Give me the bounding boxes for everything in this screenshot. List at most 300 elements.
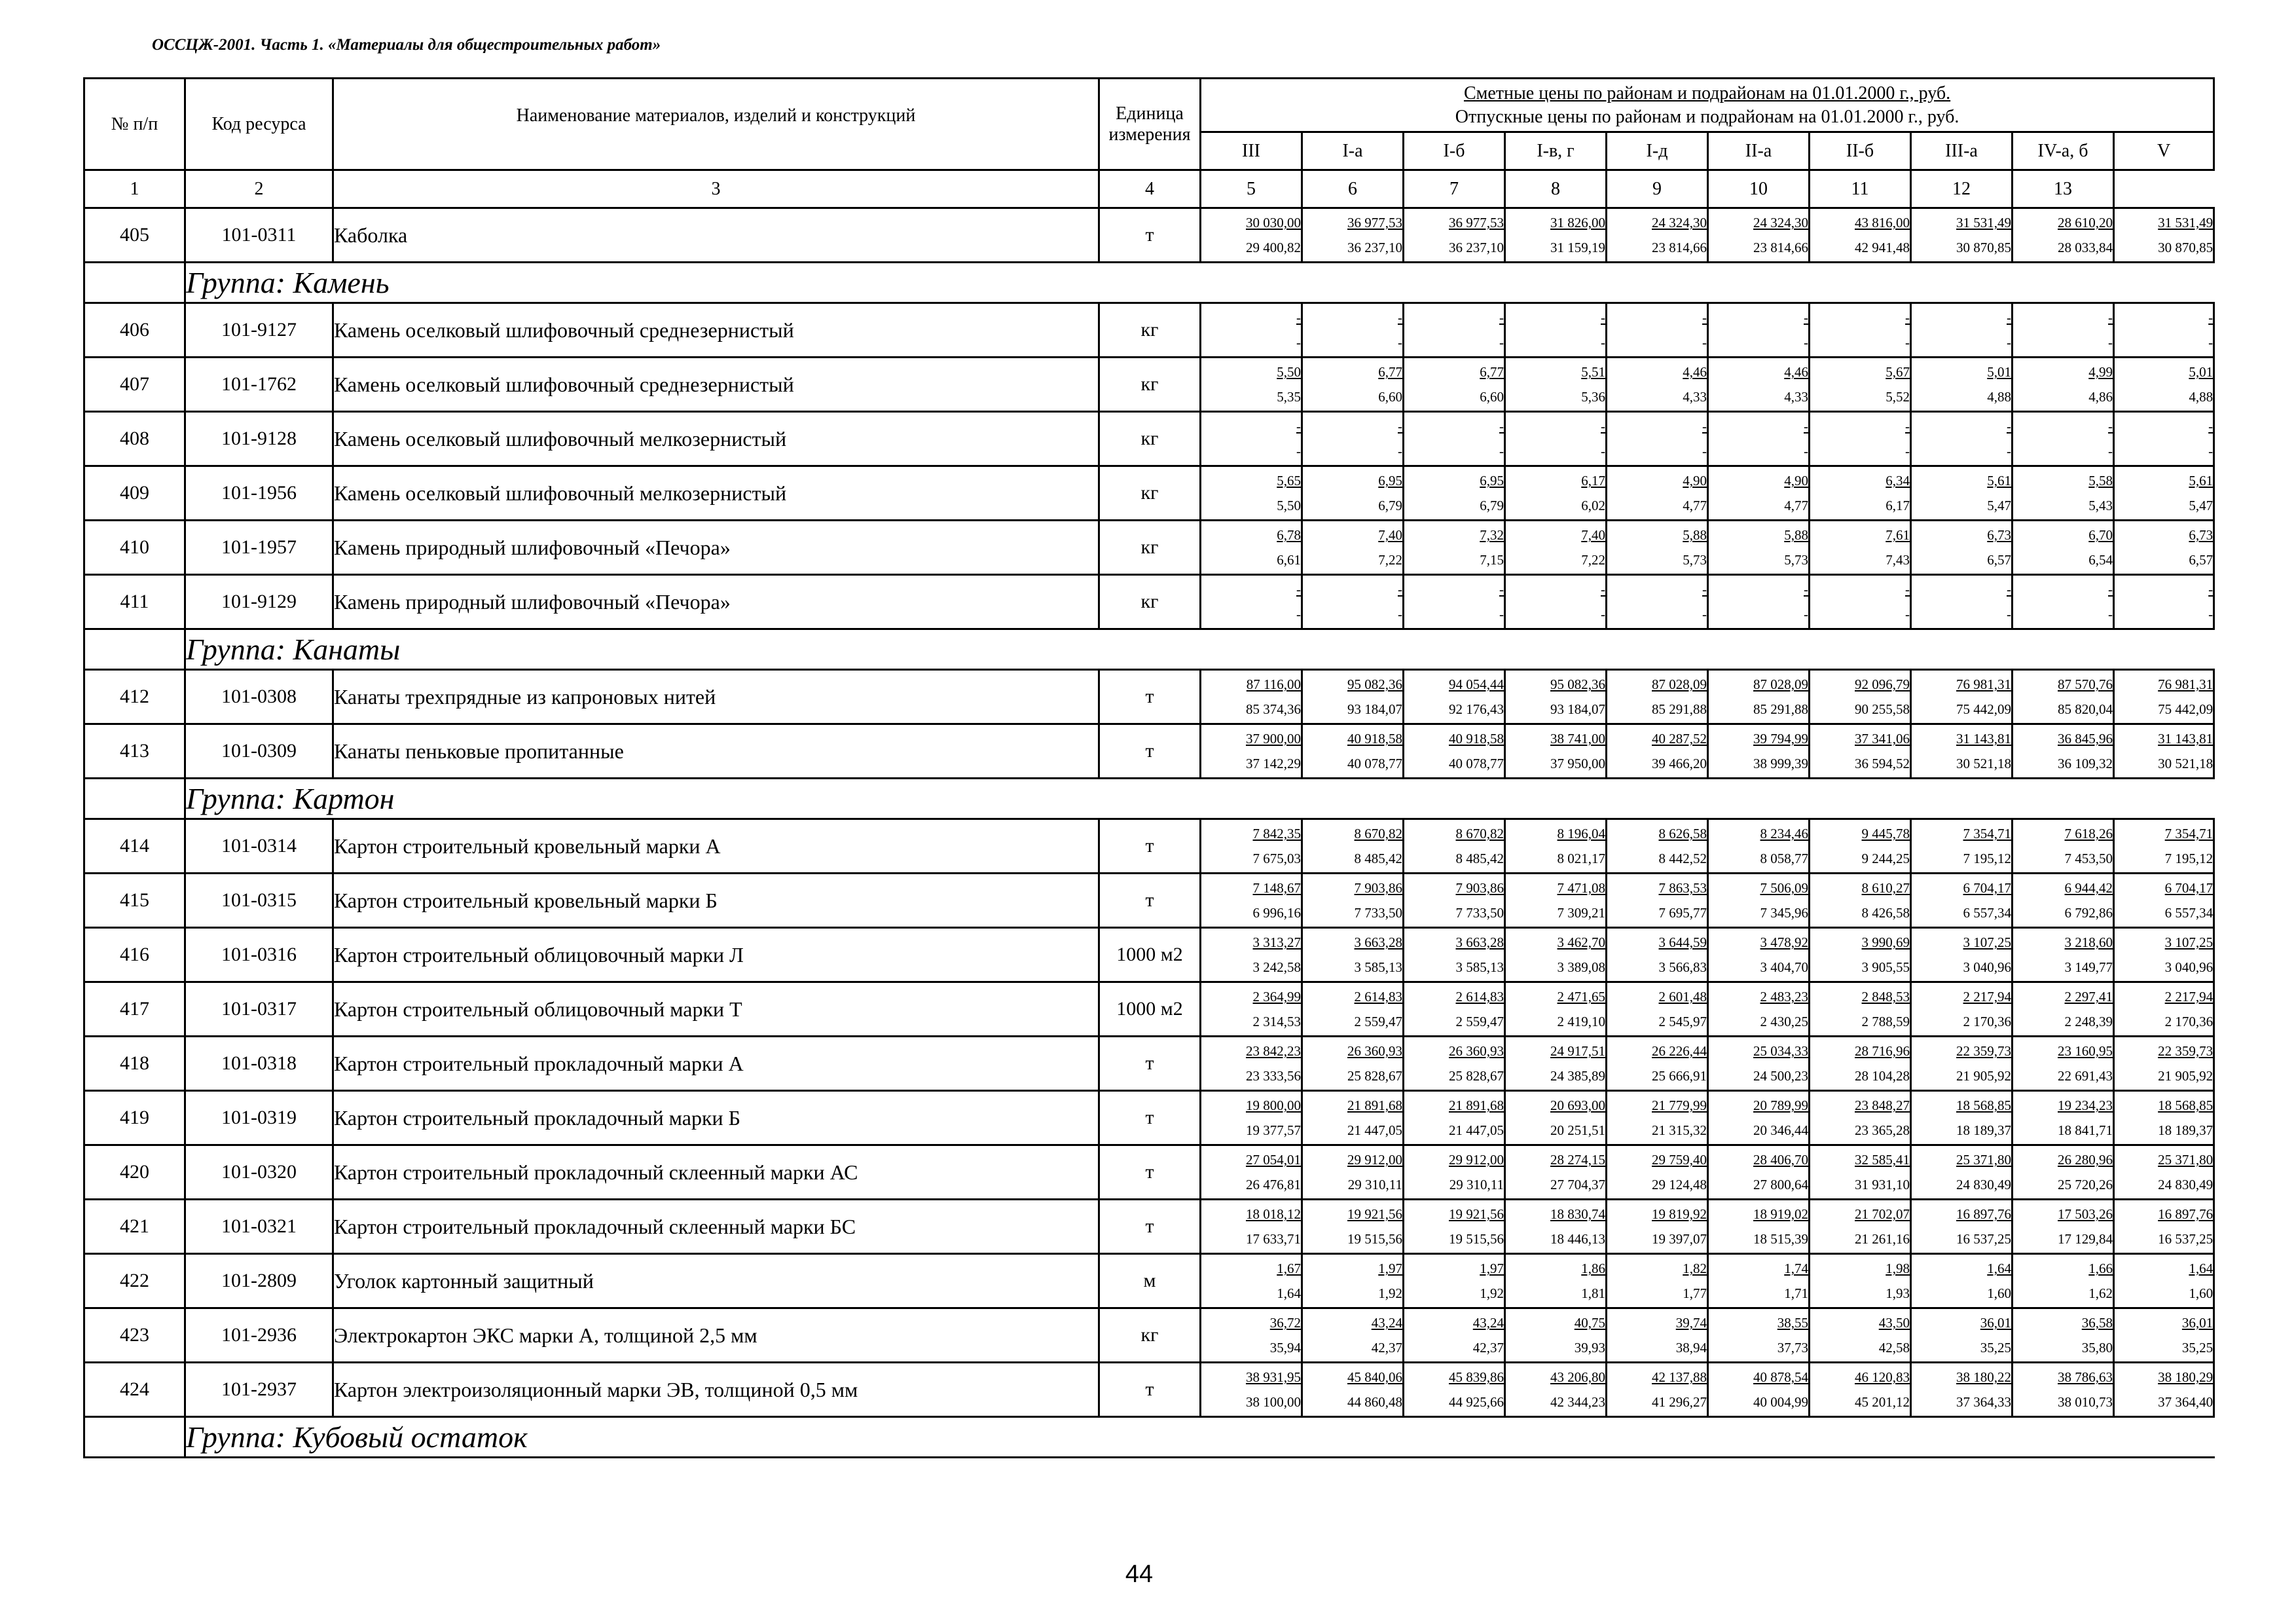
estimated-price: -	[1601, 581, 1605, 597]
resource-code: 101-0318	[185, 1037, 333, 1091]
estimated-price: 5,51	[1581, 364, 1605, 380]
estimated-price: 32 585,41	[1855, 1152, 1910, 1168]
estimated-price: 76 981,31	[2158, 676, 2214, 692]
price-cell	[1201, 819, 1302, 874]
estimated-price: 42 137,88	[1652, 1369, 1707, 1385]
resource-code: 101-1957	[185, 521, 333, 575]
wholesale-price: 16 537,25	[1956, 1231, 2011, 1247]
estimated-price: 46 120,83	[1855, 1369, 1910, 1385]
wholesale-price: -	[1804, 443, 1808, 459]
wholesale-price: 3 585,13	[1455, 959, 1504, 975]
price-cell	[1201, 928, 1302, 982]
estimated-price: 28 406,70	[1753, 1152, 1808, 1168]
wholesale-price: 40 004,99	[1753, 1394, 1808, 1410]
estimated-price: 7 863,53	[1658, 880, 1707, 896]
wholesale-price: 1,93	[1886, 1285, 1910, 1301]
wholesale-price: 75 442,09	[1956, 701, 2011, 717]
price-cell	[1404, 208, 1505, 263]
wholesale-price: -	[2208, 606, 2214, 622]
wholesale-price: 2 248,39	[2064, 1014, 2113, 1029]
estimated-price: 20 693,00	[1550, 1098, 1605, 1113]
price-cell	[2013, 1037, 2114, 1091]
unit-of-measure: кг	[1099, 575, 1201, 629]
table-row	[84, 670, 2214, 724]
table-row	[84, 1200, 2214, 1254]
estimated-price: -	[1398, 418, 1402, 434]
estimated-price: 87 570,76	[2058, 676, 2113, 692]
unit-of-measure: кг	[1099, 303, 1201, 358]
wholesale-price: 40 078,77	[1347, 756, 1402, 771]
item-number: 415	[84, 874, 185, 928]
price-cell	[2114, 412, 2214, 466]
wholesale-price: 38 999,39	[1753, 756, 1808, 771]
price-cell	[2013, 874, 2114, 928]
price-cell	[1708, 358, 1810, 412]
wholesale-price: 1,60	[1987, 1285, 2011, 1301]
wholesale-price: 6,02	[1581, 498, 1605, 513]
wholesale-price: 30 870,85	[2158, 240, 2214, 255]
resource-code: 101-0314	[185, 819, 333, 874]
item-name: Камень оселковый шлифовочный мелкозернистый	[333, 412, 1099, 466]
estimated-price: 7 354,71	[1963, 826, 2011, 841]
estimated-price: 40 918,58	[1347, 731, 1402, 747]
item-number: 412	[84, 670, 185, 724]
price-cell	[1505, 575, 1607, 629]
price-cell	[2013, 819, 2114, 874]
col-header-name: Наименование материалов, изделий и конструкций	[333, 79, 1099, 170]
wholesale-price: 3 040,96	[1963, 959, 2011, 975]
wholesale-price: 21 905,92	[1956, 1068, 2011, 1084]
price-cell	[1911, 575, 2013, 629]
wholesale-price: 19 377,57	[1246, 1122, 1301, 1138]
price-cell	[1810, 466, 1911, 521]
wholesale-price: -	[1296, 443, 1301, 459]
wholesale-price: 6,54	[2088, 552, 2113, 568]
item-number: 408	[84, 412, 185, 466]
estimated-price: 17 503,26	[2058, 1206, 2113, 1222]
wholesale-price: 21 315,32	[1652, 1122, 1707, 1138]
price-cell	[1911, 1363, 2013, 1417]
price-cell	[1201, 303, 1302, 358]
wholesale-price: 7 733,50	[1455, 905, 1504, 921]
price-cell	[2013, 982, 2114, 1037]
estimated-price: 8 670,82	[1455, 826, 1504, 841]
price-cell	[2013, 1254, 2114, 1308]
wholesale-price: 36 237,10	[1449, 240, 1504, 255]
price-cell	[1708, 1145, 1810, 1200]
estimated-price: 22 359,73	[2158, 1043, 2214, 1059]
estimated-price: 19 819,92	[1652, 1206, 1707, 1222]
wholesale-price: 4,33	[1784, 389, 1808, 405]
wholesale-price: 2 788,59	[1861, 1014, 1910, 1029]
wholesale-price: 42 941,48	[1855, 240, 1910, 255]
estimated-price: 38 786,63	[2058, 1369, 2113, 1385]
price-cell	[1505, 724, 1607, 779]
estimated-price: 40 287,52	[1652, 731, 1707, 747]
wholesale-price: 7 695,77	[1658, 905, 1707, 921]
group-title: Группа: Камень	[185, 263, 2214, 303]
price-cell	[1302, 412, 1404, 466]
wholesale-price: 19 515,56	[1347, 1231, 1402, 1247]
price-cell	[2114, 1200, 2214, 1254]
price-cell	[1607, 928, 1708, 982]
price-cell	[2114, 575, 2214, 629]
price-cell	[1302, 1145, 1404, 1200]
item-number: 418	[84, 1037, 185, 1091]
region-header: II-б	[1810, 132, 1911, 170]
estimated-price: 36 845,96	[2058, 731, 2113, 747]
estimated-price: -	[1296, 581, 1301, 597]
wholesale-price: 3 566,83	[1658, 959, 1707, 975]
table-row	[84, 466, 2214, 521]
price-cell	[1708, 575, 1810, 629]
wholesale-price: 7,22	[1581, 552, 1605, 568]
estimated-price: 37 900,00	[1246, 731, 1301, 747]
estimated-price: 5,61	[2189, 473, 2214, 489]
price-cell	[2013, 1200, 2114, 1254]
wholesale-price: -	[1804, 606, 1808, 622]
price-cell	[1302, 1200, 1404, 1254]
estimated-price: 2 217,94	[2164, 989, 2214, 1005]
price-cell	[1201, 874, 1302, 928]
estimated-price: 8 234,46	[1760, 826, 1808, 841]
estimated-price: 26 280,96	[2058, 1152, 2113, 1168]
col-header-unit: Единица измерения	[1099, 79, 1201, 170]
price-cell	[1505, 412, 1607, 466]
resource-code: 101-0321	[185, 1200, 333, 1254]
wholesale-price: 36 237,10	[1347, 240, 1402, 255]
price-cell	[1708, 466, 1810, 521]
column-number: 13	[2013, 170, 2114, 208]
price-cell	[1607, 412, 1708, 466]
wholesale-price: 1,77	[1683, 1285, 1707, 1301]
wholesale-price: 23 814,66	[1753, 240, 1808, 255]
item-name: Камень оселковый шлифовочный среднезернистый	[333, 303, 1099, 358]
price-cell	[1607, 208, 1708, 263]
price-cell	[1810, 208, 1911, 263]
item-name: Камень природный шлифовочный «Печора»	[333, 575, 1099, 629]
wholesale-price: 1,71	[1784, 1285, 1808, 1301]
price-cell	[2114, 1363, 2214, 1417]
price-cell	[1810, 724, 1911, 779]
price-cell	[2013, 412, 2114, 466]
wholesale-price: 6 792,86	[2064, 905, 2113, 921]
wholesale-price: 37,73	[1777, 1340, 1808, 1356]
price-cell	[1302, 819, 1404, 874]
estimated-price: 7,32	[1480, 527, 1504, 543]
price-cell	[1302, 724, 1404, 779]
estimated-price: 38 180,22	[1956, 1369, 2011, 1385]
prices-caption-wholesale: Отпускные цены по районам и подрайонам на 01.01.2000 г., руб.	[1455, 106, 1959, 127]
price-cell	[2114, 1037, 2214, 1091]
estimated-price: 45 839,86	[1449, 1369, 1504, 1385]
wholesale-price: -	[1702, 335, 1707, 350]
estimated-price: 43,50	[1878, 1315, 1910, 1331]
table-row	[84, 819, 2214, 874]
estimated-price: 1,74	[1784, 1261, 1808, 1276]
estimated-price: 18 018,12	[1246, 1206, 1301, 1222]
price-cell	[1607, 724, 1708, 779]
estimated-price: 1,98	[1886, 1261, 1910, 1276]
price-cell	[2013, 466, 2114, 521]
region-header: I-б	[1404, 132, 1505, 170]
estimated-price: 31 143,81	[2158, 731, 2214, 747]
price-cell	[1404, 1145, 1505, 1200]
group-row	[84, 779, 2214, 819]
estimated-price: 4,46	[1784, 364, 1808, 380]
price-cell	[1505, 1200, 1607, 1254]
wholesale-price: 23 365,28	[1855, 1122, 1910, 1138]
resource-code: 101-0315	[185, 874, 333, 928]
wholesale-price: 20 346,44	[1753, 1122, 1808, 1138]
item-name: Картон строительный прокладочный склеенный марки АС	[333, 1145, 1099, 1200]
wholesale-price: 44 925,66	[1449, 1394, 1504, 1410]
price-cell	[1505, 1091, 1607, 1145]
item-name: Картон строительный облицовочный марки Т	[333, 982, 1099, 1037]
region-header: I-в, г	[1505, 132, 1607, 170]
wholesale-price: 6,57	[2189, 552, 2214, 568]
estimated-price: 36,58	[2081, 1315, 2113, 1331]
price-cell	[2013, 208, 2114, 263]
price-cell	[2013, 521, 2114, 575]
wholesale-price: 3 389,08	[1557, 959, 1605, 975]
estimated-price: 6,95	[1480, 473, 1504, 489]
estimated-price: 76 981,31	[1956, 676, 2011, 692]
wholesale-price: -	[2108, 606, 2113, 622]
wholesale-price: 18 515,39	[1753, 1231, 1808, 1247]
price-cell	[1404, 358, 1505, 412]
estimated-price: 2 297,41	[2064, 989, 2113, 1005]
estimated-price: -	[1499, 310, 1504, 325]
price-cell	[1911, 521, 2013, 575]
price-cell	[1708, 670, 1810, 724]
price-cell	[2114, 208, 2214, 263]
price-cell	[2013, 724, 2114, 779]
resource-code: 101-2809	[185, 1254, 333, 1308]
wholesale-price: -	[2108, 335, 2113, 350]
wholesale-price: 9 244,25	[1861, 851, 1910, 866]
estimated-price: 1,67	[1277, 1261, 1301, 1276]
item-number: 410	[84, 521, 185, 575]
estimated-price: 16 897,76	[2158, 1206, 2214, 1222]
estimated-price: -	[2007, 418, 2011, 434]
item-name: Камень оселковый шлифовочный среднезернистый	[333, 358, 1099, 412]
estimated-price: 2 364,99	[1252, 989, 1301, 1005]
item-number: 411	[84, 575, 185, 629]
wholesale-price: 90 255,58	[1855, 701, 1910, 717]
resource-code: 101-9128	[185, 412, 333, 466]
price-cell	[1505, 1363, 1607, 1417]
column-number: 9	[1607, 170, 1708, 208]
price-cell	[2013, 358, 2114, 412]
estimated-price: 7,40	[1378, 527, 1402, 543]
estimated-price: 38,55	[1777, 1315, 1808, 1331]
price-cell	[1708, 1363, 1810, 1417]
price-cell	[1810, 303, 1911, 358]
wholesale-price: 18 841,71	[2058, 1122, 2113, 1138]
estimated-price: -	[1499, 418, 1504, 434]
item-name: Камень оселковый шлифовочный мелкозернистый	[333, 466, 1099, 521]
price-cell	[1404, 670, 1505, 724]
table-row	[84, 1308, 2214, 1363]
price-cell	[1302, 303, 1404, 358]
wholesale-price: 28 033,84	[2058, 240, 2113, 255]
estimated-price: 5,88	[1784, 527, 1808, 543]
estimated-price: -	[2108, 418, 2113, 434]
estimated-price: 31 531,49	[2158, 215, 2214, 231]
table-row	[84, 303, 2214, 358]
wholesale-price: 21 447,05	[1449, 1122, 1504, 1138]
estimated-price: 40 878,54	[1753, 1369, 1808, 1385]
estimated-price: 40,75	[1574, 1315, 1605, 1331]
wholesale-price: -	[1398, 606, 1402, 622]
estimated-price: 87 028,09	[1652, 676, 1707, 692]
price-cell	[1607, 466, 1708, 521]
wholesale-price: 6,61	[1277, 552, 1301, 568]
estimated-price: 30 030,00	[1246, 215, 1301, 231]
price-cell	[1302, 466, 1404, 521]
estimated-price: 5,01	[2189, 364, 2214, 380]
wholesale-price: -	[1296, 606, 1301, 622]
wholesale-price: 19 515,56	[1449, 1231, 1504, 1247]
price-cell	[1505, 358, 1607, 412]
resource-code: 101-2936	[185, 1308, 333, 1363]
price-cell	[1505, 928, 1607, 982]
item-name: Картон строительный прокладочный марки Б	[333, 1091, 1099, 1145]
estimated-price: 1,66	[2088, 1261, 2113, 1276]
estimated-price: 38 741,00	[1550, 731, 1605, 747]
wholesale-price: 7,22	[1378, 552, 1402, 568]
wholesale-price: 6,17	[1886, 498, 1910, 513]
col-header-prices	[1201, 79, 2214, 132]
estimated-price: 3 478,92	[1760, 934, 1808, 950]
wholesale-price: 29 400,82	[1246, 240, 1301, 255]
estimated-price: 29 912,00	[1449, 1152, 1504, 1168]
price-cell	[1607, 575, 1708, 629]
estimated-price: 19 921,56	[1347, 1206, 1402, 1222]
price-cell	[2114, 874, 2214, 928]
price-cell	[1404, 412, 1505, 466]
price-cell	[1302, 1091, 1404, 1145]
wholesale-price: 75 442,09	[2158, 701, 2214, 717]
price-cell	[1911, 724, 2013, 779]
wholesale-price: 8 058,77	[1760, 851, 1808, 866]
estimated-price: 6,34	[1886, 473, 1910, 489]
wholesale-price: 6,57	[1987, 552, 2011, 568]
price-cell	[1302, 1308, 1404, 1363]
price-cell	[1911, 208, 2013, 263]
wholesale-price: 28 104,28	[1855, 1068, 1910, 1084]
estimated-price: -	[2208, 581, 2214, 597]
estimated-price: 2 483,23	[1760, 989, 1808, 1005]
resource-code: 101-2937	[185, 1363, 333, 1417]
price-cell	[1302, 928, 1404, 982]
wholesale-price: 5,52	[1886, 389, 1910, 405]
estimated-price: -	[1702, 310, 1707, 325]
estimated-price: 5,58	[2088, 473, 2113, 489]
wholesale-price: -	[1398, 443, 1402, 459]
price-cell	[1607, 1363, 1708, 1417]
wholesale-price: 1,81	[1581, 1285, 1605, 1301]
wholesale-price: 25 828,67	[1449, 1068, 1504, 1084]
estimated-price: 26 360,93	[1449, 1043, 1504, 1059]
item-number: 424	[84, 1363, 185, 1417]
price-cell	[1810, 412, 1911, 466]
column-number: 10	[1708, 170, 1810, 208]
estimated-price: -	[1601, 310, 1605, 325]
column-number: 2	[185, 170, 333, 208]
wholesale-price: -	[1702, 606, 1707, 622]
wholesale-price: 2 170,36	[2164, 1014, 2214, 1029]
price-cell	[1607, 819, 1708, 874]
unit-of-measure: кг	[1099, 521, 1201, 575]
estimated-price: -	[2208, 310, 2214, 325]
wholesale-price: 35,25	[2181, 1340, 2214, 1356]
col-header-code: Код ресурса	[185, 79, 333, 170]
wholesale-price: 6,60	[1480, 389, 1504, 405]
wholesale-price: 26 476,81	[1246, 1177, 1301, 1192]
price-cell	[2114, 724, 2214, 779]
price-cell	[1607, 1308, 1708, 1363]
wholesale-price: -	[2007, 606, 2011, 622]
price-cell	[1201, 575, 1302, 629]
col-header-no: № п/п	[84, 79, 185, 170]
wholesale-price: 3 242,58	[1252, 959, 1301, 975]
estimated-price: -	[2007, 310, 2011, 325]
price-cell	[1404, 724, 1505, 779]
wholesale-price: 85 291,88	[1652, 701, 1707, 717]
wholesale-price: 5,43	[2088, 498, 2113, 513]
price-cell	[1911, 1254, 2013, 1308]
item-number: 419	[84, 1091, 185, 1145]
wholesale-price: 41 296,27	[1652, 1394, 1707, 1410]
unit-of-measure: т	[1099, 819, 1201, 874]
estimated-price: 7 506,09	[1760, 880, 1808, 896]
estimated-price: 2 848,53	[1861, 989, 1910, 1005]
price-cell	[1911, 303, 2013, 358]
table-header	[84, 79, 2214, 208]
price-cell	[1810, 1363, 1911, 1417]
wholesale-price: 7 195,12	[2164, 851, 2214, 866]
price-cell	[1404, 303, 1505, 358]
price-cell	[2114, 303, 2214, 358]
price-cell	[2114, 1091, 2214, 1145]
unit-of-measure: 1000 м2	[1099, 982, 1201, 1037]
estimated-price: 8 610,27	[1861, 880, 1910, 896]
estimated-price: 28 716,96	[1855, 1043, 1910, 1059]
wholesale-price: 2 314,53	[1252, 1014, 1301, 1029]
wholesale-price: 8 485,42	[1455, 851, 1504, 866]
estimated-price: 8 626,58	[1658, 826, 1707, 841]
wholesale-price: 93 184,07	[1347, 701, 1402, 717]
estimated-price: 3 313,27	[1252, 934, 1301, 950]
price-cell	[1201, 412, 1302, 466]
estimated-price: 40 918,58	[1449, 731, 1504, 747]
price-cell	[1201, 1091, 1302, 1145]
price-cell	[1201, 358, 1302, 412]
estimated-price: 7 618,26	[2064, 826, 2113, 841]
estimated-price: 6,77	[1480, 364, 1504, 380]
estimated-price: 87 116,00	[1246, 676, 1301, 692]
price-cell	[1201, 1145, 1302, 1200]
wholesale-price: 36 109,32	[2058, 756, 2113, 771]
wholesale-price: 24 385,89	[1550, 1068, 1605, 1084]
unit-of-measure: т	[1099, 874, 1201, 928]
wholesale-price: 5,73	[1683, 552, 1707, 568]
table-row	[84, 874, 2214, 928]
table-row	[84, 982, 2214, 1037]
estimated-price: 7,40	[1581, 527, 1605, 543]
